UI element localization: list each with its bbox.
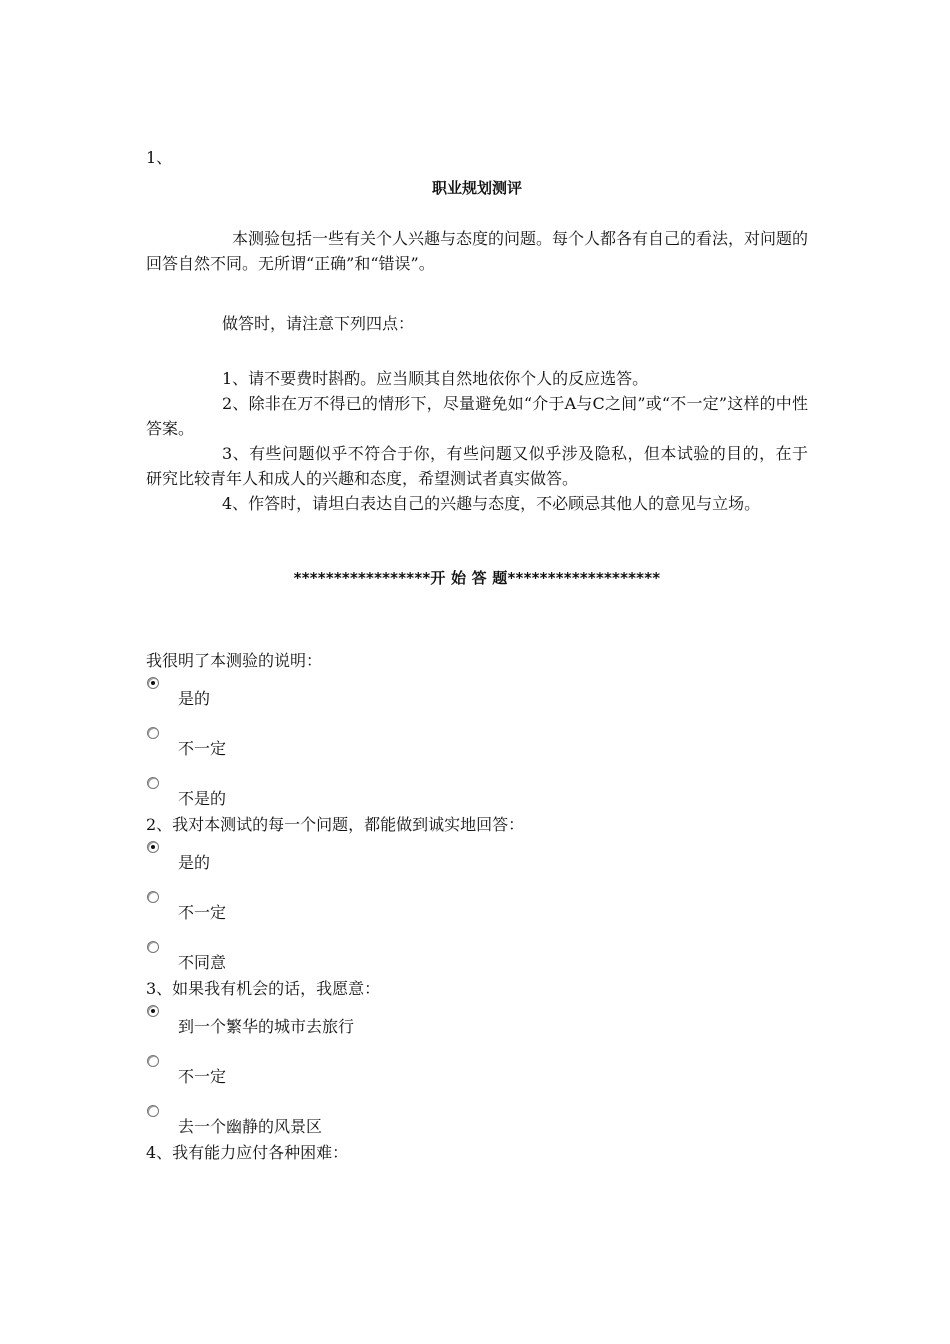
option-item[interactable] xyxy=(146,1000,808,1050)
option-item[interactable] xyxy=(146,836,808,886)
radio-button[interactable] xyxy=(147,1005,159,1017)
radio-button[interactable] xyxy=(147,841,159,853)
question-text: 4、我有能力应付各种困难： xyxy=(146,1143,349,1162)
option-item[interactable] xyxy=(146,672,808,722)
radio-button[interactable] xyxy=(147,677,159,689)
option-label: 不一定 xyxy=(178,1067,227,1086)
option-item[interactable] xyxy=(146,1100,808,1150)
note-item: 4、作答时，请坦白表达自己的兴趣与态度，不必顾忌其他人的意见与立场。 xyxy=(222,494,761,513)
question-3 xyxy=(146,978,808,1150)
option-item[interactable] xyxy=(146,772,808,822)
intro-paragraph: 本测验包括一些有关个人兴趣与态度的问题。每个人都各有自己的看法，对问题的回答自然不同。无所谓“正确”和“错误”。 xyxy=(146,229,809,273)
radio-button[interactable] xyxy=(147,777,159,789)
radio-button[interactable] xyxy=(147,727,159,739)
option-item[interactable] xyxy=(146,936,808,986)
option-item[interactable] xyxy=(146,722,808,772)
question-text: 我很明了本测验的说明： xyxy=(146,651,323,670)
note-item: 1、请不要费时斟酌。应当顺其自然地依你个人的反应选答。 xyxy=(222,369,649,388)
option-item[interactable] xyxy=(146,886,808,936)
page-title: 职业规划测评 xyxy=(431,179,522,197)
question-text: 2、我对本测试的每一个问题，都能做到诚实地回答： xyxy=(146,815,525,834)
note-item: 3、有些问题似乎不符合于你，有些问题又似乎涉及隐私，但本试验的目的，在于研究比较青年人和成人的兴趣和态度，希望测试者真实做答。 xyxy=(146,444,808,488)
question-list xyxy=(146,650,808,1164)
document-page xyxy=(146,148,808,1164)
question-text: 3、如果我有机会的话，我愿意： xyxy=(146,979,381,998)
section-number: 1、 xyxy=(146,148,173,167)
option-label: 去一个幽静的风景区 xyxy=(178,1117,323,1136)
radio-button[interactable] xyxy=(147,1055,159,1067)
question-2 xyxy=(146,814,808,986)
option-label: 不同意 xyxy=(178,953,227,972)
notes-heading: 做答时，请注意下列四点： xyxy=(222,314,415,333)
question-1 xyxy=(146,650,808,822)
radio-button[interactable] xyxy=(147,1105,159,1117)
start-banner: *****************开 始 答 题******************* xyxy=(293,569,661,587)
option-item[interactable] xyxy=(146,1050,808,1100)
radio-button[interactable] xyxy=(147,941,159,953)
notes-list xyxy=(146,366,808,516)
option-label: 是的 xyxy=(178,853,211,872)
option-label: 不一定 xyxy=(178,739,227,758)
option-label: 是的 xyxy=(178,689,211,708)
note-item: 2、除非在万不得已的情形下，尽量避免如“介于A与C之间”或“不一定”这样的中性答案。 xyxy=(146,394,808,438)
option-label: 不是的 xyxy=(178,789,227,808)
option-label: 不一定 xyxy=(178,903,227,922)
option-label: 到一个繁华的城市去旅行 xyxy=(178,1017,355,1036)
radio-button[interactable] xyxy=(147,891,159,903)
